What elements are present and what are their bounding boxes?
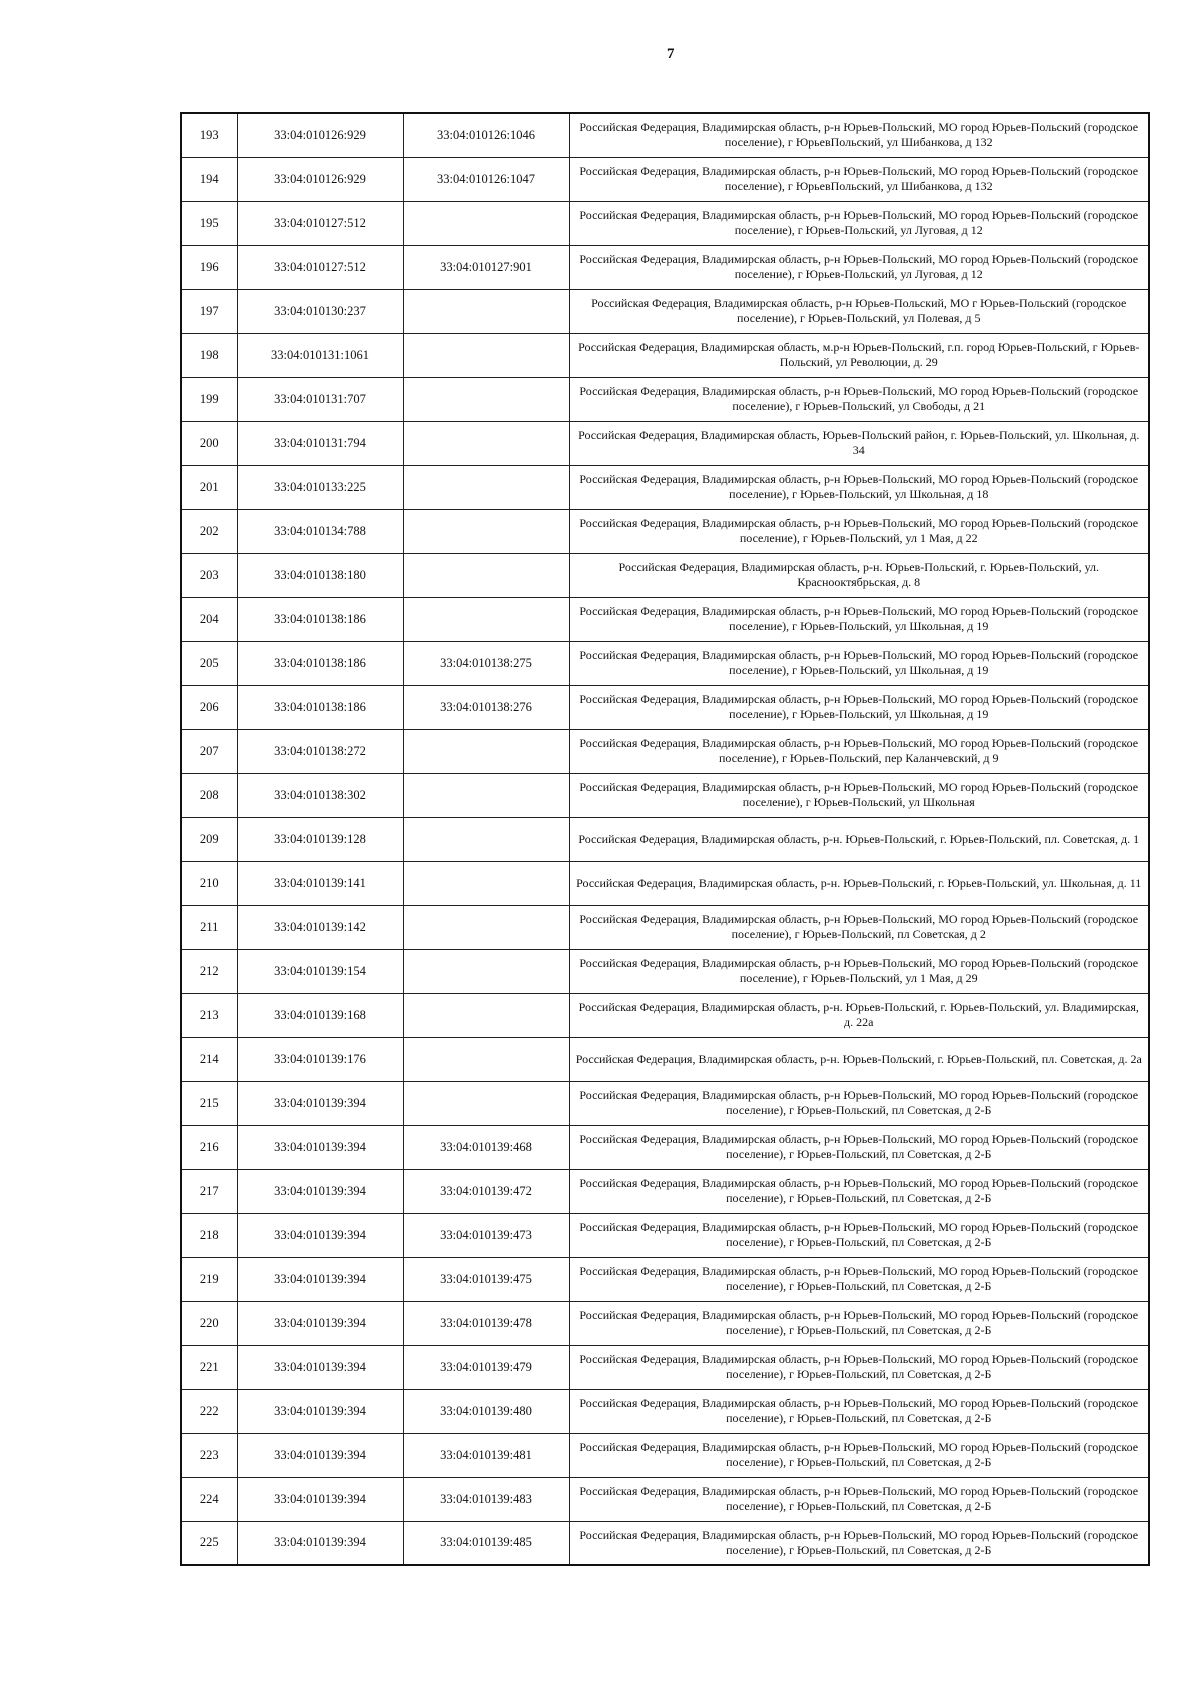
object-cadastral-number-cell: [403, 993, 569, 1037]
address-cell: Российская Федерация, Владимирская область, р-н Юрьев-Польский, МО город Юрьев-Польский (городское поселение), г Юрьев-Польский, ул Школьная, д 19: [569, 685, 1149, 729]
object-cadastral-number-cell: 33:04:010126:1047: [403, 157, 569, 201]
object-cadastral-number-cell: [403, 201, 569, 245]
parent-cadastral-number-cell: 33:04:010130:237: [237, 289, 403, 333]
row-number-cell: 220: [181, 1301, 237, 1345]
address-cell: Российская Федерация, Владимирская область, р-н Юрьев-Польский, МО город Юрьев-Польский (городское поселение), г Юрьев-Польский, пл Советская, д 2-Б: [569, 1213, 1149, 1257]
object-cadastral-number-cell: [403, 553, 569, 597]
table-row: [181, 597, 1149, 641]
table-row: [181, 641, 1149, 685]
address-cell: Российская Федерация, Владимирская область, р-н. Юрьев-Польский, г. Юрьев-Польский, ул. Краснооктябрьская, д. 8: [569, 553, 1149, 597]
object-cadastral-number-cell: 33:04:010139:478: [403, 1301, 569, 1345]
row-number-cell: 205: [181, 641, 237, 685]
row-number-cell: 195: [181, 201, 237, 245]
row-number-cell: 201: [181, 465, 237, 509]
table-row: [181, 465, 1149, 509]
row-number-cell: 209: [181, 817, 237, 861]
parcel-table-container: [180, 112, 1148, 1566]
address-cell: Российская Федерация, Владимирская область, р-н Юрьев-Польский, МО город Юрьев-Польский (городское поселение), г ЮрьевПольский, ул Шибанкова, д 132: [569, 157, 1149, 201]
table-row: [181, 773, 1149, 817]
row-number-cell: 215: [181, 1081, 237, 1125]
object-cadastral-number-cell: [403, 1081, 569, 1125]
table-row: [181, 201, 1149, 245]
address-cell: Российская Федерация, Владимирская область, р-н Юрьев-Польский, МО город Юрьев-Польский (городское поселение), г Юрьев-Польский, пл Советская, д 2-Б: [569, 1125, 1149, 1169]
row-number-cell: 212: [181, 949, 237, 993]
address-cell: Российская Федерация, Владимирская область, р-н Юрьев-Польский, МО город Юрьев-Польский (городское поселение), г Юрьев-Польский, пл Советская, д 2-Б: [569, 1433, 1149, 1477]
address-cell: Российская Федерация, Владимирская область, р-н Юрьев-Польский, МО город Юрьев-Польский (городское поселение), г Юрьев-Польский, пл Советская, д 2-Б: [569, 1301, 1149, 1345]
object-cadastral-number-cell: 33:04:010126:1046: [403, 113, 569, 157]
object-cadastral-number-cell: [403, 1037, 569, 1081]
object-cadastral-number-cell: 33:04:010139:473: [403, 1213, 569, 1257]
table-row: [181, 333, 1149, 377]
address-cell: Российская Федерация, Владимирская область, р-н Юрьев-Польский, МО город Юрьев-Польский (городское поселение), г Юрьев-Польский, ул 1 Мая, д 22: [569, 509, 1149, 553]
parent-cadastral-number-cell: 33:04:010127:512: [237, 201, 403, 245]
parent-cadastral-number-cell: 33:04:010139:394: [237, 1433, 403, 1477]
table-row: [181, 1521, 1149, 1565]
parent-cadastral-number-cell: 33:04:010139:142: [237, 905, 403, 949]
object-cadastral-number-cell: 33:04:010139:480: [403, 1389, 569, 1433]
parent-cadastral-number-cell: 33:04:010139:394: [237, 1169, 403, 1213]
object-cadastral-number-cell: 33:04:010139:485: [403, 1521, 569, 1565]
address-cell: Российская Федерация, Владимирская область, р-н Юрьев-Польский, МО г Юрьев-Польский (городское поселение), г Юрьев-Польский, ул Полевая, д 5: [569, 289, 1149, 333]
parcel-table-body: [181, 113, 1149, 1565]
table-row: [181, 509, 1149, 553]
table-row: [181, 949, 1149, 993]
row-number-cell: 221: [181, 1345, 237, 1389]
address-cell: Российская Федерация, Владимирская область, р-н Юрьев-Польский, МО город Юрьев-Польский (городское поселение), г Юрьев-Польский, пл Советская, д 2-Б: [569, 1081, 1149, 1125]
parent-cadastral-number-cell: 33:04:010138:186: [237, 597, 403, 641]
object-cadastral-number-cell: [403, 949, 569, 993]
parent-cadastral-number-cell: 33:04:010139:394: [237, 1081, 403, 1125]
object-cadastral-number-cell: [403, 905, 569, 949]
table-row: [181, 1345, 1149, 1389]
row-number-cell: 213: [181, 993, 237, 1037]
table-row: [181, 553, 1149, 597]
table-row: [181, 245, 1149, 289]
parent-cadastral-number-cell: 33:04:010126:929: [237, 113, 403, 157]
table-row: [181, 993, 1149, 1037]
object-cadastral-number-cell: [403, 333, 569, 377]
parent-cadastral-number-cell: 33:04:010139:394: [237, 1477, 403, 1521]
table-row: [181, 1477, 1149, 1521]
row-number-cell: 225: [181, 1521, 237, 1565]
address-cell: Российская Федерация, Владимирская область, р-н Юрьев-Польский, МО город Юрьев-Польский (городское поселение), г Юрьев-Польский, ул Свободы, д 21: [569, 377, 1149, 421]
table-row: [181, 377, 1149, 421]
address-cell: Российская Федерация, Владимирская область, р-н Юрьев-Польский, МО город Юрьев-Польский (городское поселение), г Юрьев-Польский, пл Советская, д 2-Б: [569, 1477, 1149, 1521]
object-cadastral-number-cell: [403, 465, 569, 509]
address-cell: Российская Федерация, Владимирская область, р-н Юрьев-Польский, МО город Юрьев-Польский (городское поселение), г Юрьев-Польский, пер Каланчевский, д 9: [569, 729, 1149, 773]
table-row: [181, 1257, 1149, 1301]
table-row: [181, 1169, 1149, 1213]
parent-cadastral-number-cell: 33:04:010139:394: [237, 1125, 403, 1169]
page-number: 7: [667, 46, 675, 62]
parent-cadastral-number-cell: 33:04:010138:180: [237, 553, 403, 597]
row-number-cell: 208: [181, 773, 237, 817]
row-number-cell: 200: [181, 421, 237, 465]
address-cell: Российская Федерация, Владимирская область, м.р-н Юрьев-Польский, г.п. город Юрьев-Польский, г Юрьев-Польский, ул Революции, д. 29: [569, 333, 1149, 377]
row-number-cell: 222: [181, 1389, 237, 1433]
parent-cadastral-number-cell: 33:04:010131:1061: [237, 333, 403, 377]
row-number-cell: 194: [181, 157, 237, 201]
row-number-cell: 199: [181, 377, 237, 421]
object-cadastral-number-cell: [403, 817, 569, 861]
object-cadastral-number-cell: [403, 377, 569, 421]
row-number-cell: 218: [181, 1213, 237, 1257]
table-row: [181, 1301, 1149, 1345]
object-cadastral-number-cell: [403, 861, 569, 905]
parent-cadastral-number-cell: 33:04:010134:788: [237, 509, 403, 553]
parent-cadastral-number-cell: 33:04:010139:154: [237, 949, 403, 993]
address-cell: Российская Федерация, Владимирская область, р-н Юрьев-Польский, МО город Юрьев-Польский (городское поселение), г Юрьев-Польский, пл Советская, д 2-Б: [569, 1345, 1149, 1389]
table-row: [181, 685, 1149, 729]
object-cadastral-number-cell: [403, 421, 569, 465]
row-number-cell: 198: [181, 333, 237, 377]
object-cadastral-number-cell: [403, 773, 569, 817]
table-row: [181, 1433, 1149, 1477]
object-cadastral-number-cell: 33:04:010139:483: [403, 1477, 569, 1521]
table-row: [181, 113, 1149, 157]
row-number-cell: 223: [181, 1433, 237, 1477]
row-number-cell: 206: [181, 685, 237, 729]
row-number-cell: 214: [181, 1037, 237, 1081]
row-number-cell: 217: [181, 1169, 237, 1213]
address-cell: Российская Федерация, Владимирская область, р-н. Юрьев-Польский, г. Юрьев-Польский, ул. Школьная, д. 11: [569, 861, 1149, 905]
row-number-cell: 207: [181, 729, 237, 773]
parent-cadastral-number-cell: 33:04:010138:186: [237, 641, 403, 685]
address-cell: Российская Федерация, Владимирская область, р-н Юрьев-Польский, МО город Юрьев-Польский (городское поселение), г Юрьев-Польский, пл Советская, д 2-Б: [569, 1257, 1149, 1301]
table-row: [181, 1389, 1149, 1433]
row-number-cell: 210: [181, 861, 237, 905]
object-cadastral-number-cell: [403, 289, 569, 333]
row-number-cell: 211: [181, 905, 237, 949]
address-cell: Российская Федерация, Владимирская область, р-н Юрьев-Польский, МО город Юрьев-Польский (городское поселение), г Юрьев-Польский, ул Школьная, д 19: [569, 641, 1149, 685]
table-row: [181, 1213, 1149, 1257]
table-row: [181, 905, 1149, 949]
parent-cadastral-number-cell: 33:04:010127:512: [237, 245, 403, 289]
parent-cadastral-number-cell: 33:04:010126:929: [237, 157, 403, 201]
parent-cadastral-number-cell: 33:04:010139:394: [237, 1301, 403, 1345]
object-cadastral-number-cell: [403, 729, 569, 773]
address-cell: Российская Федерация, Владимирская область, р-н. Юрьев-Польский, г. Юрьев-Польский, пл. Советская, д. 2а: [569, 1037, 1149, 1081]
object-cadastral-number-cell: 33:04:010138:275: [403, 641, 569, 685]
parent-cadastral-number-cell: 33:04:010139:394: [237, 1389, 403, 1433]
address-cell: Российская Федерация, Владимирская область, р-н Юрьев-Польский, МО город Юрьев-Польский (городское поселение), г Юрьев-Польский, ул Школьная, д 19: [569, 597, 1149, 641]
parent-cadastral-number-cell: 33:04:010138:186: [237, 685, 403, 729]
address-cell: Российская Федерация, Владимирская область, р-н Юрьев-Польский, МО город Юрьев-Польский (городское поселение), г Юрьев-Польский, ул Луговая, д 12: [569, 201, 1149, 245]
address-cell: Российская Федерация, Владимирская область, р-н Юрьев-Польский, МО город Юрьев-Польский (городское поселение), г Юрьев-Польский, пл Советская, д 2-Б: [569, 1389, 1149, 1433]
object-cadastral-number-cell: 33:04:010138:276: [403, 685, 569, 729]
parcel-table: [180, 112, 1150, 1566]
address-cell: Российская Федерация, Владимирская область, р-н Юрьев-Польский, МО город Юрьев-Польский (городское поселение), г Юрьев-Польский, пл Советская, д 2: [569, 905, 1149, 949]
object-cadastral-number-cell: 33:04:010139:468: [403, 1125, 569, 1169]
object-cadastral-number-cell: 33:04:010139:475: [403, 1257, 569, 1301]
parent-cadastral-number-cell: 33:04:010139:176: [237, 1037, 403, 1081]
table-row: [181, 1081, 1149, 1125]
address-cell: Российская Федерация, Владимирская область, р-н Юрьев-Польский, МО город Юрьев-Польский (городское поселение), г Юрьев-Польский, ул Луговая, д 12: [569, 245, 1149, 289]
table-row: [181, 729, 1149, 773]
address-cell: Российская Федерация, Владимирская область, р-н Юрьев-Польский, МО город Юрьев-Польский (городское поселение), г Юрьев-Польский, ул Школьная, д 18: [569, 465, 1149, 509]
address-cell: Российская Федерация, Владимирская область, Юрьев-Польский район, г. Юрьев-Польский, ул. Школьная, д. 34: [569, 421, 1149, 465]
address-cell: Российская Федерация, Владимирская область, р-н. Юрьев-Польский, г. Юрьев-Польский, пл. Советская, д. 1: [569, 817, 1149, 861]
object-cadastral-number-cell: [403, 597, 569, 641]
parent-cadastral-number-cell: 33:04:010133:225: [237, 465, 403, 509]
parent-cadastral-number-cell: 33:04:010138:272: [237, 729, 403, 773]
address-cell: Российская Федерация, Владимирская область, р-н Юрьев-Польский, МО город Юрьев-Польский (городское поселение), г ЮрьевПольский, ул Шибанкова, д 132: [569, 113, 1149, 157]
object-cadastral-number-cell: 33:04:010139:481: [403, 1433, 569, 1477]
table-row: [181, 817, 1149, 861]
object-cadastral-number-cell: 33:04:010139:472: [403, 1169, 569, 1213]
table-row: [181, 1125, 1149, 1169]
table-row: [181, 289, 1149, 333]
parent-cadastral-number-cell: 33:04:010139:394: [237, 1213, 403, 1257]
table-row: [181, 157, 1149, 201]
parent-cadastral-number-cell: 33:04:010139:168: [237, 993, 403, 1037]
object-cadastral-number-cell: 33:04:010127:901: [403, 245, 569, 289]
address-cell: Российская Федерация, Владимирская область, р-н Юрьев-Польский, МО город Юрьев-Польский (городское поселение), г Юрьев-Польский, пл Советская, д 2-Б: [569, 1169, 1149, 1213]
address-cell: Российская Федерация, Владимирская область, р-н Юрьев-Польский, МО город Юрьев-Польский (городское поселение), г Юрьев-Польский, ул Школьная: [569, 773, 1149, 817]
row-number-cell: 193: [181, 113, 237, 157]
row-number-cell: 216: [181, 1125, 237, 1169]
parent-cadastral-number-cell: 33:04:010131:707: [237, 377, 403, 421]
parent-cadastral-number-cell: 33:04:010139:394: [237, 1257, 403, 1301]
row-number-cell: 196: [181, 245, 237, 289]
address-cell: Российская Федерация, Владимирская область, р-н. Юрьев-Польский, г. Юрьев-Польский, ул. Владимирская, д. 22а: [569, 993, 1149, 1037]
parent-cadastral-number-cell: 33:04:010139:128: [237, 817, 403, 861]
row-number-cell: 219: [181, 1257, 237, 1301]
table-row: [181, 861, 1149, 905]
parent-cadastral-number-cell: 33:04:010138:302: [237, 773, 403, 817]
parent-cadastral-number-cell: 33:04:010139:141: [237, 861, 403, 905]
row-number-cell: 203: [181, 553, 237, 597]
table-row: [181, 1037, 1149, 1081]
address-cell: Российская Федерация, Владимирская область, р-н Юрьев-Польский, МО город Юрьев-Польский (городское поселение), г Юрьев-Польский, ул 1 Мая, д 29: [569, 949, 1149, 993]
row-number-cell: 224: [181, 1477, 237, 1521]
object-cadastral-number-cell: [403, 509, 569, 553]
parent-cadastral-number-cell: 33:04:010139:394: [237, 1345, 403, 1389]
row-number-cell: 202: [181, 509, 237, 553]
row-number-cell: 204: [181, 597, 237, 641]
address-cell: Российская Федерация, Владимирская область, р-н Юрьев-Польский, МО город Юрьев-Польский (городское поселение), г Юрьев-Польский, пл Советская, д 2-Б: [569, 1521, 1149, 1565]
row-number-cell: 197: [181, 289, 237, 333]
parent-cadastral-number-cell: 33:04:010139:394: [237, 1521, 403, 1565]
parent-cadastral-number-cell: 33:04:010131:794: [237, 421, 403, 465]
table-row: [181, 421, 1149, 465]
object-cadastral-number-cell: 33:04:010139:479: [403, 1345, 569, 1389]
